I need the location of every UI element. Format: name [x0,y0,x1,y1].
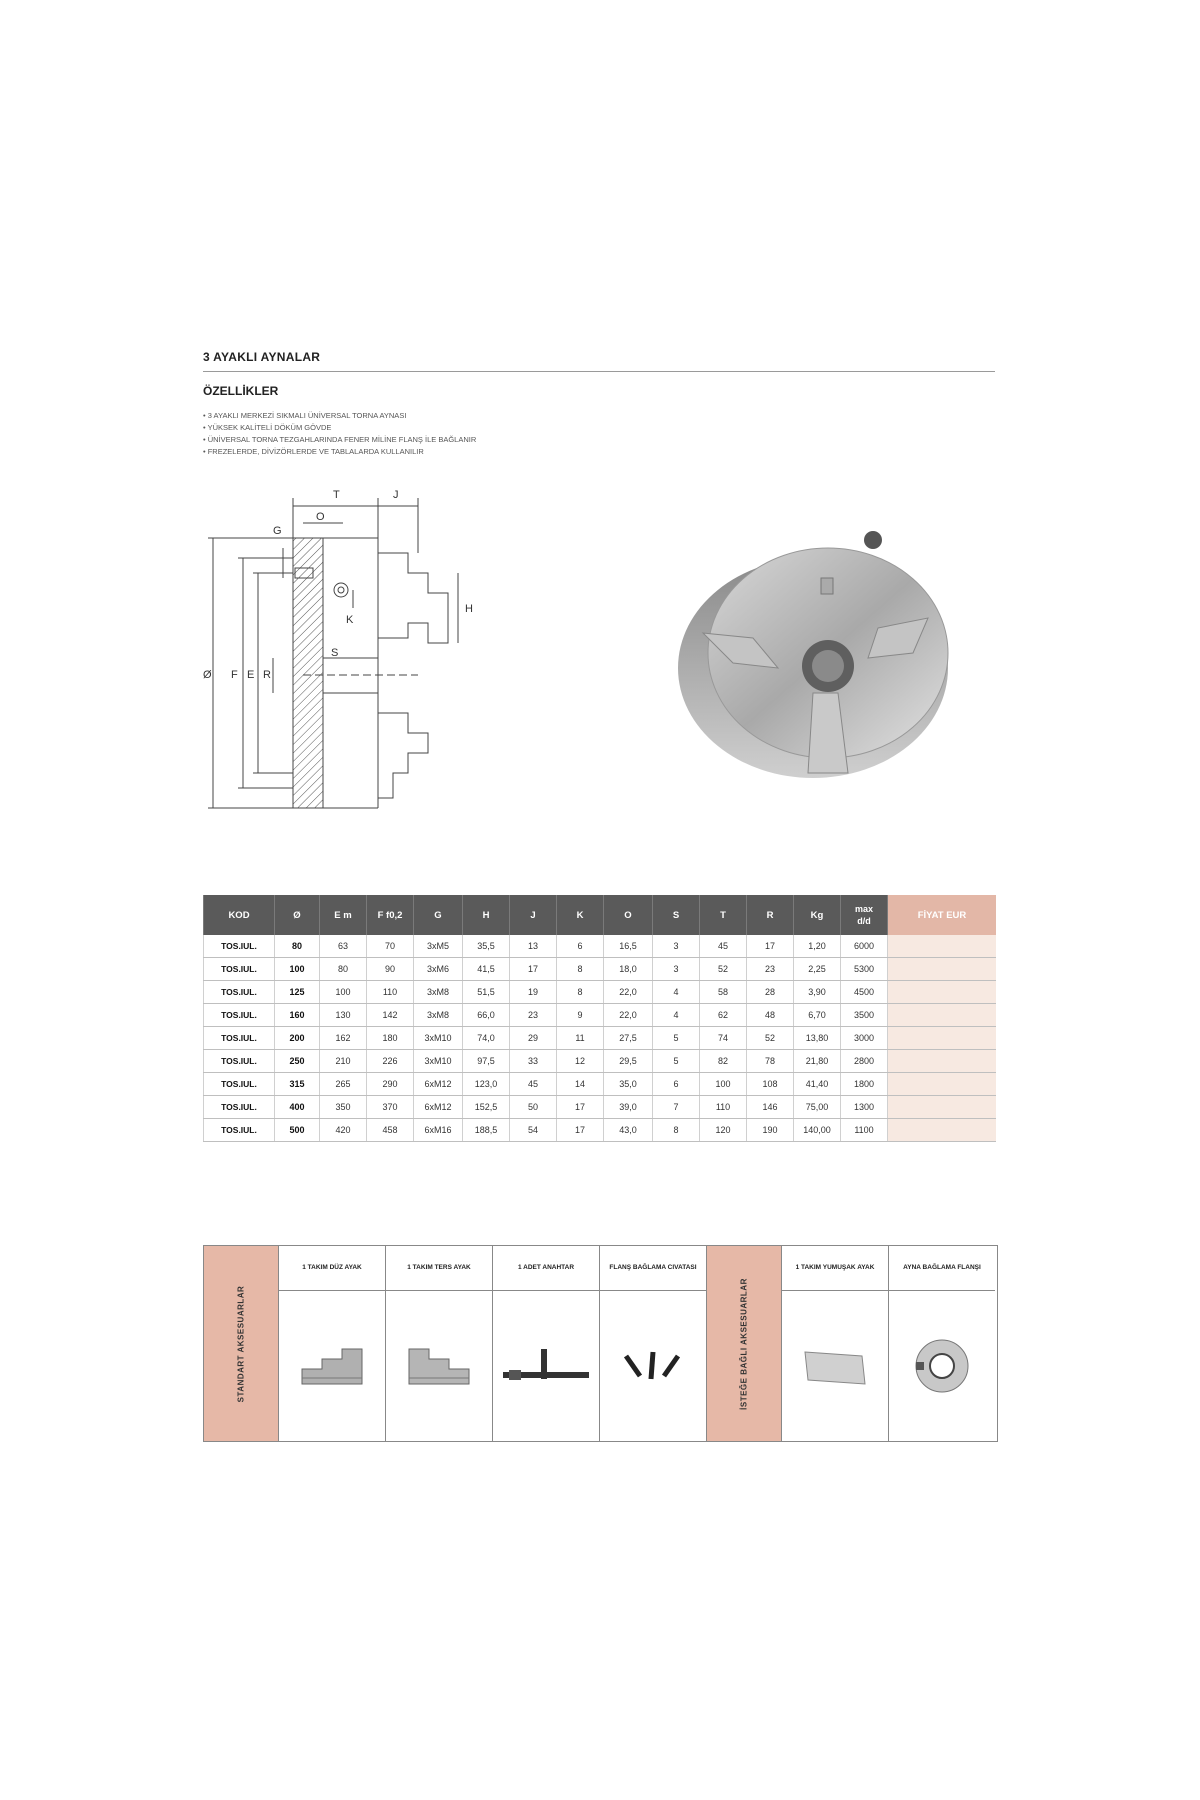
cell-value: 62 [700,1004,747,1027]
cell-value: 3 [653,935,700,958]
table-body [204,935,997,1142]
table-row [204,1050,997,1073]
cell-value: 100 [320,981,367,1004]
cell-value: 22,0 [604,1004,653,1027]
cell-value: 190 [747,1119,794,1142]
cell-value: 130 [320,1004,367,1027]
title-divider [203,371,995,372]
cell-kod: TOS.IUL. [204,1004,275,1027]
cell-value: 19 [510,981,557,1004]
cell-value: 80 [320,958,367,981]
optional-accessories-text: İSTEĞE BAĞLI AKSESUARLAR [739,1277,749,1410]
catalog-page [203,350,995,1410]
cell-value: 17 [510,958,557,981]
cell-value: 146 [747,1096,794,1119]
col-header: KOD [204,895,275,935]
cell-value: 162 [320,1027,367,1050]
cell-kod: TOS.IUL. [204,1050,275,1073]
col-header: R [747,895,794,935]
cell-value: 4 [653,1004,700,1027]
col-header: Ø [275,895,320,935]
cell-value: 6xM16 [414,1119,463,1142]
section-subtitle: ÖZELLİKLER [203,384,279,398]
cell-value: 142 [367,1004,414,1027]
cell-value: 17 [557,1119,604,1142]
table-row [204,1073,997,1096]
cell-value: 1300 [841,1096,888,1119]
accessory-title: 1 TAKIM YUMUŞAK AYAK [782,1246,888,1291]
cell-kod: TOS.IUL. [204,1119,275,1142]
col-header: Kg [794,895,841,935]
cell-value: 290 [367,1073,414,1096]
cell-value: 110 [367,981,414,1004]
cell-value: 54 [510,1119,557,1142]
cell-value: 17 [557,1096,604,1119]
table-row [204,1004,997,1027]
max-line-2: d/d [857,916,871,926]
col-header-max [841,895,888,935]
feature-item: • ÜNİVERSAL TORNA TEZGAHLARINDA FENER MİLİNE FLANŞ İLE BAĞLANIR [203,434,995,446]
cell-value: 21,80 [794,1050,841,1073]
cell-kod: TOS.IUL. [204,935,275,958]
cell-value: 6xM12 [414,1073,463,1096]
standard-accessories-text: STANDART AKSESUARLAR [236,1285,246,1402]
accessory-title: FLANŞ BAĞLAMA CIVATASI [600,1246,706,1291]
cell-price [888,1073,997,1096]
cell-value: 63 [320,935,367,958]
cell-value: 140,00 [794,1119,841,1142]
accessory-title: 1 TAKIM TERS AYAK [386,1246,492,1291]
reverse-jaw-icon [404,1344,474,1389]
dim-label-s: S [331,647,339,659]
feature-list [203,410,995,458]
cell-value: 1100 [841,1119,888,1142]
cell-kod: TOS.IUL. [204,958,275,981]
cell-diameter: 500 [275,1119,320,1142]
cell-price [888,981,997,1004]
cell-value: 12 [557,1050,604,1073]
cell-value: 3xM8 [414,981,463,1004]
cell-value: 8 [653,1119,700,1142]
cell-value: 97,5 [463,1050,510,1073]
cell-value: 70 [367,935,414,958]
accessory-title: 1 TAKIM DÜZ AYAK [279,1246,385,1291]
cell-value: 16,5 [604,935,653,958]
cell-value: 120 [700,1119,747,1142]
table-row [204,958,997,981]
cell-value: 50 [510,1096,557,1119]
dim-label-o: O [316,511,325,523]
dim-label-f: F [231,669,238,681]
cell-value: 9 [557,1004,604,1027]
accessory-title: AYNA BAĞLAMA FLANŞI [889,1246,995,1291]
cell-price [888,958,997,981]
col-header: E m [320,895,367,935]
cell-value: 35,5 [463,935,510,958]
cell-value: 3500 [841,1004,888,1027]
cell-value: 3,90 [794,981,841,1004]
spec-table [203,895,996,1142]
accessory-flange-bolts [600,1246,707,1441]
cell-value: 110 [700,1096,747,1119]
cell-value: 8 [557,981,604,1004]
page-title: 3 AYAKLI AYNALAR [203,350,321,364]
cell-value: 27,5 [604,1027,653,1050]
cell-value: 23 [510,1004,557,1027]
cell-diameter: 160 [275,1004,320,1027]
cell-diameter: 80 [275,935,320,958]
cell-value: 3xM8 [414,1004,463,1027]
cell-diameter: 315 [275,1073,320,1096]
cell-value: 350 [320,1096,367,1119]
dim-label-g: G [273,525,282,537]
accessory-reverse-jaws [386,1246,493,1441]
technical-drawing [203,478,503,838]
cell-value: 180 [367,1027,414,1050]
cell-value: 123,0 [463,1073,510,1096]
bolts-icon [618,1344,688,1389]
cell-value: 458 [367,1119,414,1142]
cell-value: 7 [653,1096,700,1119]
cell-value: 3xM10 [414,1027,463,1050]
cell-kod: TOS.IUL. [204,981,275,1004]
table-row [204,935,997,958]
accessory-mounting-flange [889,1246,995,1441]
cell-value: 3xM5 [414,935,463,958]
cell-value: 5 [653,1050,700,1073]
cell-value: 100 [700,1073,747,1096]
col-header: J [510,895,557,935]
cell-value: 45 [700,935,747,958]
cell-value: 82 [700,1050,747,1073]
cell-value: 2800 [841,1050,888,1073]
cell-diameter: 250 [275,1050,320,1073]
cell-value: 370 [367,1096,414,1119]
cell-value: 43,0 [604,1119,653,1142]
col-header: H [463,895,510,935]
product-visuals [203,478,995,868]
accessory-key [493,1246,600,1441]
cell-value: 41,40 [794,1073,841,1096]
cell-value: 78 [747,1050,794,1073]
cell-value: 51,5 [463,981,510,1004]
cell-value: 6,70 [794,1004,841,1027]
cell-value: 3xM10 [414,1050,463,1073]
cell-value: 108 [747,1073,794,1096]
flange-icon [912,1336,972,1396]
col-header: O [604,895,653,935]
cell-value: 152,5 [463,1096,510,1119]
cell-value: 17 [747,935,794,958]
cell-value: 14 [557,1073,604,1096]
cell-value: 210 [320,1050,367,1073]
col-header: F f0,2 [367,895,414,935]
col-header: K [557,895,604,935]
cell-value: 22,0 [604,981,653,1004]
cell-diameter: 100 [275,958,320,981]
accessories-panel [203,1245,998,1442]
cell-value: 45 [510,1073,557,1096]
cell-price [888,1096,997,1119]
cell-value: 13 [510,935,557,958]
cell-value: 66,0 [463,1004,510,1027]
cell-price [888,1027,997,1050]
cell-price [888,1119,997,1142]
cell-value: 33 [510,1050,557,1073]
chuck-photo [673,508,963,788]
accessory-straight-jaws [279,1246,386,1441]
dim-label-e: E [247,669,255,681]
cell-value: 74 [700,1027,747,1050]
feature-item: • YÜKSEK KALİTELİ DÖKÜM GÖVDE [203,422,995,434]
cell-value: 11 [557,1027,604,1050]
col-header: T [700,895,747,935]
cell-value: 74,0 [463,1027,510,1050]
cell-diameter: 200 [275,1027,320,1050]
table-row [204,981,997,1004]
cell-value: 1,20 [794,935,841,958]
feature-item: • 3 AYAKLI MERKEZİ SIKMALI ÜNİVERSAL TORNA AYNASI [203,410,995,422]
cell-value: 8 [557,958,604,981]
cell-value: 6xM12 [414,1096,463,1119]
cell-value: 48 [747,1004,794,1027]
cell-value: 4500 [841,981,888,1004]
table-row [204,1027,997,1050]
col-header-price: FİYAT EUR [888,895,997,935]
cell-value: 52 [747,1027,794,1050]
cell-value: 5 [653,1027,700,1050]
cell-value: 6 [653,1073,700,1096]
dim-label-r: R [263,669,271,681]
cell-value: 420 [320,1119,367,1142]
table-header-row [204,895,997,935]
straight-jaw-icon [297,1344,367,1389]
soft-jaw-icon [800,1344,870,1389]
standard-accessories-label [204,1246,279,1441]
cell-value: 3xM6 [414,958,463,981]
cell-value: 226 [367,1050,414,1073]
table-row [204,1119,997,1142]
cell-value: 6 [557,935,604,958]
cell-price [888,1004,997,1027]
dim-label-k: K [346,614,354,626]
cell-price [888,935,997,958]
cell-value: 35,0 [604,1073,653,1096]
cell-value: 3000 [841,1027,888,1050]
cell-value: 13,80 [794,1027,841,1050]
cell-value: 41,5 [463,958,510,981]
cell-value: 4 [653,981,700,1004]
cell-value: 39,0 [604,1096,653,1119]
cell-value: 5300 [841,958,888,981]
cell-value: 18,0 [604,958,653,981]
cell-value: 29 [510,1027,557,1050]
cell-value: 3 [653,958,700,981]
feature-item: • FREZELERDE, DİVİZÖRLERDE VE TABLALARDA KULLANILIR [203,446,995,458]
optional-accessories-label [707,1246,782,1441]
table-row [204,1096,997,1119]
accessory-title: 1 ADET ANAHTAR [493,1246,599,1291]
cell-value: 58 [700,981,747,1004]
cell-value: 28 [747,981,794,1004]
cell-kod: TOS.IUL. [204,1073,275,1096]
cell-value: 90 [367,958,414,981]
chuck-key-icon [501,1344,591,1389]
cell-kod: TOS.IUL. [204,1027,275,1050]
cell-diameter: 125 [275,981,320,1004]
cell-diameter: 400 [275,1096,320,1119]
cell-value: 1800 [841,1073,888,1096]
cell-price [888,1050,997,1073]
dim-label-dia: Ø [203,669,212,681]
dim-label-t: T [333,489,340,501]
cell-value: 29,5 [604,1050,653,1073]
col-header: S [653,895,700,935]
dim-label-j: J [393,489,399,501]
cell-value: 52 [700,958,747,981]
cell-value: 188,5 [463,1119,510,1142]
cell-value: 2,25 [794,958,841,981]
cell-value: 265 [320,1073,367,1096]
cell-value: 6000 [841,935,888,958]
max-line-1: max [854,904,873,914]
accessory-soft-jaws [782,1246,889,1441]
col-header: G [414,895,463,935]
dim-label-h: H [465,603,473,615]
cell-value: 23 [747,958,794,981]
cell-kod: TOS.IUL. [204,1096,275,1119]
cell-value: 75,00 [794,1096,841,1119]
